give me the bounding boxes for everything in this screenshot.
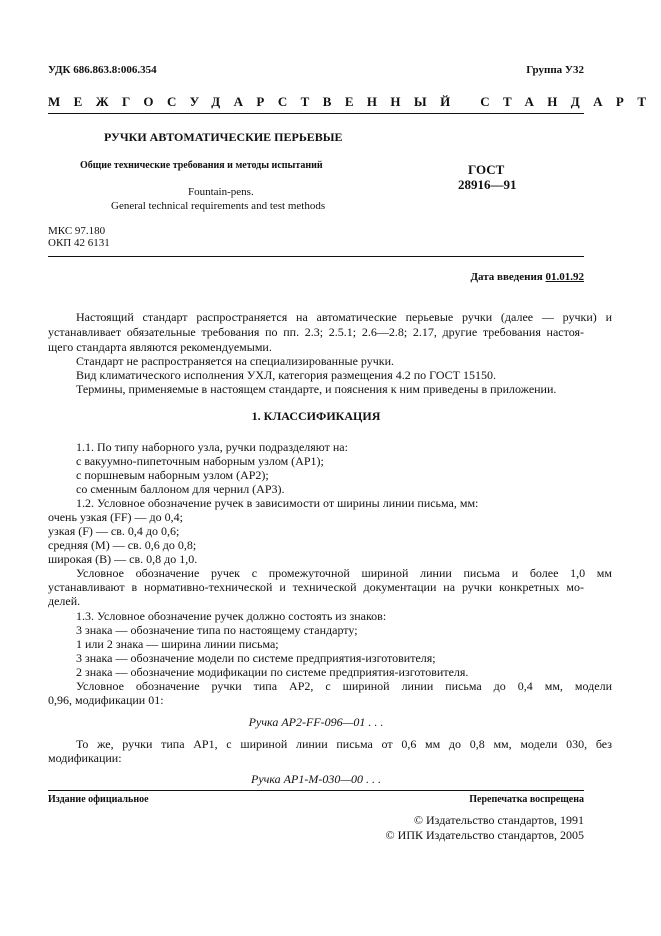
intro-date — [470, 271, 584, 283]
list-item: 3 знака — обозначение модели по системе предприятия-изготовителя; — [76, 651, 436, 665]
list-item: с вакуумно-пипеточным наборным узлом (АР1); — [76, 454, 324, 468]
footer-rule — [48, 790, 584, 791]
gost-label: ГОСТ — [468, 162, 505, 177]
okp-code: ОКП 42 6131 — [48, 237, 110, 249]
list-item: 3 знака — обозначение типа по настоящему стандарту; — [76, 623, 358, 637]
list-item: 1 или 2 знака — ширина линии письма; — [76, 637, 279, 651]
list-item: со сменным баллоном для чернил (АР3). — [76, 482, 285, 496]
group-code: Группа У32 — [526, 64, 584, 76]
list-item: широкая (В) — св. 0,8 до 1,0. — [48, 552, 198, 566]
copyright-1: © Издательство стандартов, 1991 — [413, 813, 584, 827]
paragraph-line: 1.1. По типу наборного узла, ручки подразделяют на: — [76, 440, 348, 454]
copyright-2: © ИПК Издательство стандартов, 2005 — [385, 828, 584, 842]
paragraph-line: делей. — [48, 594, 81, 608]
paragraph-line: 1.2. Условное обозначение ручек в зависимости от ширины линии письма, мм: — [76, 496, 479, 510]
gost-number: 28916—91 — [458, 177, 517, 192]
paragraph-line: устанавливают в нормативно-технической и технической документации на ручки конкретных мо- — [48, 580, 584, 594]
paragraph-line: Термины, применяемые в настоящем стандарте, и пояснения к ним приведены в приложении. — [76, 382, 557, 396]
udk-code: УДК 686.863.8:006.354 — [48, 64, 157, 76]
paragraph-line: устанавливает обязательные требования по пп. 2.3; 2.5.1; 2.6—2.8; 2.17, другие требования настоя- — [48, 325, 584, 339]
header-rule — [48, 113, 584, 114]
title-english-1: Fountain-pens. — [188, 186, 254, 198]
paragraph-line: 0,96, модификации 01: — [48, 693, 164, 707]
codes-rule — [48, 256, 584, 257]
paragraph-line: Настоящий стандарт распространяется на автоматические перьевые ручки (далее — ручки) и — [76, 310, 612, 324]
paragraph-line: Условное обозначение ручки типа АР2, с шириной линии письма до 0,4 мм, модели — [76, 679, 612, 693]
paragraph-line: Стандарт не распространяется на специализированные ручки. — [76, 354, 395, 368]
designation-example: Ручка АР1-М-030—00 . . . — [250, 772, 381, 786]
list-item: с поршневым наборным узлом (АР2); — [76, 468, 269, 482]
list-item: средняя (М) — св. 0,6 до 0,8; — [48, 538, 197, 552]
paragraph-line: То же, ручки типа АР1, с шириной линии письма от 0,6 мм до 0,8 мм, модели 030, без — [76, 737, 612, 751]
paragraph-line: Вид климатического исполнения УХЛ, категория размещения 4.2 по ГОСТ 15150. — [76, 368, 496, 382]
paragraph-line: 1.3. Условное обозначение ручек должно состоять из знаков: — [76, 609, 387, 623]
reprint-notice: Перепечатка воспрещена — [469, 794, 584, 805]
document-title: РУЧКИ АВТОМАТИЧЕСКИЕ ПЕРЬЕВЫЕ — [104, 130, 343, 144]
paragraph-line: Условное обозначение ручек с промежуточной шириной линии письма и более 1,0 мм — [76, 566, 612, 580]
intro-date-value: 01.01.92 — [545, 271, 584, 283]
list-item: очень узкая (FF) — до 0,4; — [48, 510, 183, 524]
title-english-2: General technical requirements and test methods — [111, 200, 326, 212]
designation-example: Ручка АР2-FF-096—01 . . . — [248, 715, 384, 729]
mks-code: МКС 97.180 — [48, 225, 106, 237]
intro-date-label: Дата введения — [470, 271, 543, 283]
official-edition: Издание официальное — [48, 794, 149, 805]
list-item: узкая (F) — св. 0,4 до 0,6; — [48, 524, 180, 538]
document-subtitle: Общие технические требования и методы испытаний — [80, 160, 323, 171]
paragraph-line: щего стандарта являются рекомендуемыми. — [48, 340, 272, 354]
paragraph-line: модификации: — [48, 751, 122, 765]
list-item: 2 знака — обозначение модификации по системе предприятия-изготовителя. — [76, 665, 469, 679]
standard-type: МЕЖГОСУДАРСТВЕННЫЙ СТАНДАРТ — [48, 94, 660, 109]
section-heading: 1. КЛАССИФИКАЦИЯ — [251, 409, 381, 423]
